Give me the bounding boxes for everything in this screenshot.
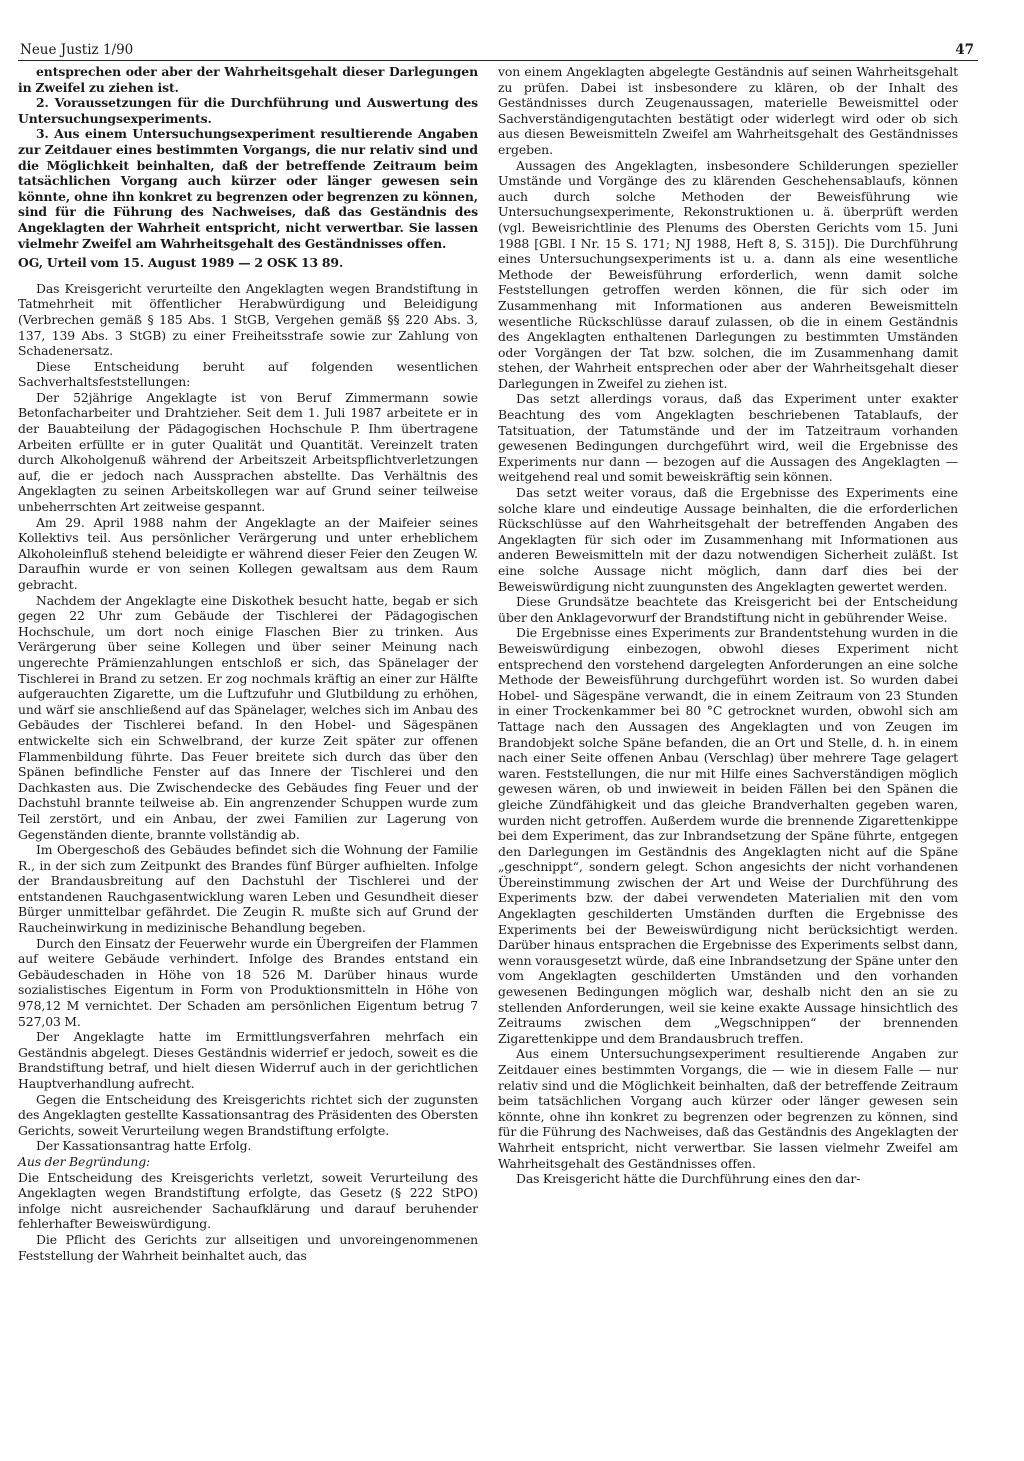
page-number: 47 bbox=[955, 42, 974, 58]
paragraph: Das Kreisgericht verurteilte den Angeklagten wegen Brandstiftung in Tatmehrheit mit öffentlicher Herabwürdigung und Beleidigung (Verbrechen gemäß § 185 Abs. 1 StGB, Vergehen gemäß §§ 220 Abs. 3, 137, 139 Abs. 3 StGB) zu einer Freiheitsstrafe sowie zur Zahlung von Schadenersatz. bbox=[18, 280, 478, 359]
paragraph: Im Obergeschoß des Gebäudes befindet sich die Wohnung der Familie R., in der sich zum Zeitpunkt des Brandes fünf Bürger aufhielten. Infolge der Brandausbreitung auf den Dachstuhl der Tischlerei und der entstandenen Rauchgasentwicklung waren Leben und Gesundheit dieser Bürger unmittelbar gefährdet. Die Zeugin R. mußte sich auf Grund der Raucheinwirkung in medizinische Behandlung begeben. bbox=[18, 842, 478, 936]
headnote-2: 2. Voraussetzungen für die Durchführung und Auswertung des Untersuchungsexperiments. bbox=[18, 95, 478, 126]
paragraph: Das setzt weiter voraus, daß die Ergebnisse des Experiments eine solche klare und eindeutige Aussage beinhalten, die die erforderlichen Rückschlüsse auf den Wahrheitsgehalt der betreffenden Angaben des Angeklagten für sich oder im Zusammenhang mit Informationen aus anderen Beweismitteln mit der dazu notwendigen Sicherheit zuläßt. Ist eine solche Aussage nicht möglich, dann darf dies bei der Beweiswürdigung nicht zuungunsten des Angeklagten gewertet werden. bbox=[498, 485, 958, 594]
publication-title: Neue Justiz 1/90 bbox=[20, 42, 134, 58]
paragraph: Diese Grundsätze beachtete das Kreisgericht bei der Entscheidung über den Anklagevorwurf der Brandstiftung nicht in gebührender Weise. bbox=[498, 594, 958, 625]
header-rule bbox=[18, 60, 978, 61]
paragraph: Diese Entscheidung beruht auf folgenden wesentlichen Sachverhaltsfeststellungen: bbox=[18, 358, 478, 390]
left-column bbox=[18, 64, 478, 1263]
paragraph: Aussagen des Angeklagten, insbesondere Schilderungen spezieller Umstände und Vorgänge des zu klärenden Geschehensablaufs, können auch durch solche Methoden der Beweisführung wie Untersuchungsexperimente, Rekonstruktionen u. ä. überprüft werden (vgl. Beweisrichtlinie des Plenums des Obersten Gerichts vom 15. Juni 1988 [GBl. I Nr. 15 S. 171; NJ 1988, Heft 8, S. 315]). Die Durchführung eines Untersuchungsexperiments ist u. a. dann als eine wesentliche Methode der Beweisführung erforderlich, wenn damit solche Feststellungen getroffen werden können, die für sich oder im Zusammenhang mit Informationen aus anderen Beweismitteln wesentliche Rückschlüsse darauf zulassen, ob die in einem Geständnis des Angeklagten enthaltenen Darlegungen zu bestimmten Umständen oder Vorgängen der Tat bzw. solchen, die im Zusammenhang damit stehen, der Wahrheit entsprechen oder aber der Wahrheitsgehalt dieser Darlegungen in Zweifel zu ziehen ist. bbox=[498, 157, 958, 391]
paragraph: Der 52jährige Angeklagte ist von Beruf Zimmermann sowie Betonfacharbeiter und Drahtzieher. Seit dem 1. Juli 1987 arbeitete er in der Bauabteilung der Pädagogischen Hochschule P. Ihm übertragene Arbeiten erfüllte er in guter Qualität und Quantität. Vereinzelt traten durch Alkoholgenuß während der Arbeitszeit Arbeitspflichtverletzungen auf, die er jedoch nach Aussprachen abstellte. Das Verhältnis des Angeklagten zu seinen Arbeitskollegen war auf Grund seiner teilweise unbeherrschten Art zeitweise gespannt. bbox=[18, 389, 478, 515]
paragraph: Am 29. April 1988 nahm der Angeklagte an der Maifeier seines Kollektivs teil. Aus persönlicher Verärgerung und unter erheblichem Alkoholeinfluß stehend beleidigte er während dieser Feier den Zeugen W. Daraufhin wurde er von seinen Kollegen gewaltsam aus dem Raum gebracht. bbox=[18, 514, 478, 592]
headnote-1: entsprechen oder aber der Wahrheitsgehalt dieser Darlegungen in Zweifel zu ziehen ist. bbox=[18, 64, 478, 95]
paragraph: Durch den Einsatz der Feuerwehr wurde ein Übergreifen der Flammen auf weitere Gebäude verhindert. Infolge des Brandes entstand ein Gebäudeschaden in Höhe von 18 526 M. Darüber hinaus wurde sozialistisches Eigentum in Form von Produktionsmitteln in Höhe von 978,12 M vernichtet. Der Schaden am persönlichen Eigentum betrug 7 527,03 M. bbox=[18, 935, 478, 1029]
paragraph: Die Ergebnisse eines Experiments zur Brandentstehung wurden in die Beweiswürdigung einbezogen, obwohl dieses Experiment nicht entsprechend den vorstehend dargelegten Anforderungen an eine solche Methode der Beweisführung durchgeführt worden ist. So wurden dabei Hobel- und Sägespäne verwandt, die in einem Zeitraum von 23 Stunden in einer Trockenkammer bei 80 °C getrocknet wurden, obwohl sich am Tattage nach den Aussagen des Angeklagten und von Zeugen im Brandobjekt solche Späne befanden, die an Ort und Stelle, d. h. in einem nach einer Seite offenen Anbau (Verschlag) über mehrere Tage gelagert waren. Feststellungen, die nur mit Hilfe eines Sachverständigen möglich gewesen wären, ob und inwieweit in beiden Fällen bei den Spänen die gleiche Zündfähigkeit und das gleiche Brandverhalten gegeben waren, wurden nicht getroffen. Außerdem wurde die brennende Zigarettenkippe bei dem Experiment, das zur Inbrandsetzung der Späne führte, entgegen den Darlegungen im Geständnis des Angeklagten nicht auf die Späne „geschnippt“, sondern gelegt. Schon angesichts der nicht vorhandenen Übereinstimmung zwischen der Art und Weise der Durchführung des Experiments bzw. der dabei verwendeten Materialien mit den vom Angeklagten geschilderten Umständen durften die Ergebnisse des Experiments bei der Beweiswürdigung nicht berücksichtigt werden. Darüber hinaus entsprachen die Ergebnisse des Experiments selbst dann, wenn vorausgesetzt würde, daß eine Inbrandsetzung der Späne unter den vom Angeklagten geschilderten Umständen und den vorhanden gewesenen Bedingungen möglich war, deshalb nicht den an sie zu stellenden Anforderungen, weil sie keine exakte Aussage hinsichtlich des Zeitraums zwischen dem „Wegschnippen“ der brennenden Zigarettenkippe und dem Brandausbruch treffen. bbox=[498, 625, 958, 1046]
paragraph: Das Kreisgericht hätte die Durchführung eines den dar- bbox=[516, 1171, 861, 1187]
paragraph: Der Kassationsantrag hatte Erfolg. bbox=[36, 1138, 252, 1154]
paragraph: von einem Angeklagten abgelegte Geständnis auf seinen Wahrheitsgehalt zu prüfen. Dabei ist insbesondere zu klären, ob der Inhalt des Geständnisses durch Zeugenaussagen, materielle Beweismittel oder Sachverständigengutachten bestätigt oder widerlegt wird oder ob sich aus diesen Beweismitteln Zweifel am Wahrheitsgehalt des Geständnisses ergeben. bbox=[498, 64, 958, 157]
paragraph: Gegen die Entscheidung des Kreisgerichts richtet sich der zugunsten des Angeklagten gestellte Kassationsantrag des Präsidenten des Obersten Gerichts, soweit Verurteilung wegen Brandstiftung erfolgte. bbox=[18, 1091, 478, 1138]
headnote-3: 3. Aus einem Untersuchungsexperiment resultierende Angaben zur Zeitdauer eines bestimmten Vorgangs, die nur relativ sind und die Möglichkeit beinhalten, daß der betreffende Zeitraum beim tatsächlichen Vorgang auch kürzer oder länger gewesen sein könnte, ohne ihn konkret zu begrenzen oder begrenzen zu können, sind für die Führung des Nachweises, daß das Geständnis des Angeklagten der Wahrheit entspricht, nicht verwertbar. Sie lassen vielmehr Zweifel am Wahrheitsgehalt des Geständnisses offen. bbox=[18, 126, 478, 251]
paragraph: Die Pflicht des Gerichts zur allseitigen und unvoreingenommenen Feststellung der Wahrheit beinhaltet auch, das bbox=[18, 1231, 478, 1263]
paragraph: Die Entscheidung des Kreisgerichts verletzt, soweit Verurteilung des Angeklagten wegen Brandstiftung erfolgte, das Gesetz (§ 222 StPO) infolge nicht ausreichender Sachaufklärung und darauf beruhender fehlerhafter Beweiswürdigung. bbox=[18, 1169, 478, 1232]
right-column bbox=[498, 64, 958, 1187]
paragraph: Aus einem Untersuchungsexperiment resultierende Angaben zur Zeitdauer eines bestimmten Vorgangs, die — wie in diesem Falle — nur relativ sind und die Möglichkeit beinhalten, daß der betreffende Zeitraum beim tatsächlichen Vorgang auch kürzer oder länger gewesen sein könnte, ohne ihn konkret zu begrenzen oder begrenzen zu können, sind für die Führung des Nachweises, daß das Geständnis des Angeklagten der Wahrheit entspricht, nicht verwertbar. Sie lassen vielmehr Zweifel am Wahrheitsgehalt des Geständnisses offen. bbox=[498, 1046, 958, 1171]
court-reference: OG, Urteil vom 15. August 1989 — 2 OSK 13 89. bbox=[18, 255, 344, 271]
section-subheading: Aus der Begründung: bbox=[18, 1153, 151, 1169]
paragraph: Das setzt allerdings voraus, daß das Experiment unter exakter Beachtung des vom Angeklagten beschriebenen Tatablaufs, der Tatsituation, der Tatumstände und der im Tatzeitraum vorhanden gewesenen Bedingungen durchgeführt wird, weil die Ergebnisse des Experiments nur dann — bezogen auf die Aussagen des Angeklagten — weitgehend real und somit beweiskräftig sein können. bbox=[498, 391, 958, 485]
paragraph: Der Angeklagte hatte im Ermittlungsverfahren mehrfach ein Geständnis abgelegt. Dieses Geständnis widerrief er jedoch, soweit es die Brandstiftung betraf, und hielt diesen Widerruf auch in der gerichtlichen Hauptverhandlung aufrecht. bbox=[18, 1029, 478, 1091]
page-header bbox=[20, 42, 974, 62]
paragraph: Nachdem der Angeklagte eine Diskothek besucht hatte, begab er sich gegen 22 Uhr zum Gebäude der Tischlerei der Pädagogischen Hochschule, um dort noch einige Flaschen Bier zu trinken. Aus Verärgerung über seine Kollegen und über seiner Meinung nach ungerechte Prämienzahlungen entschloß er sich, das Spänelager der Tischlerei in Brand zu setzen. Er zog nochmals kräftig an einer zur Hälfte aufgerauchten Zigarette, um die Luftzufuhr und Glutbildung zu erhöhen, und wärf sie anschließend auf das Spänelager, welches sich im Anbau des Gebäudes der Tischlerei befand. In den Hobel- und Sägespänen entwickelte sich ein Schwelbrand, der kurze Zeit später zur offenen Flammenbildung führte. Das Feuer breitete sich durch das über den Spänen befindliche Fenster auf das Innere der Tischlerei und den Dachkasten aus. Die Zwischendecke des Gebäudes fing Feuer und der Dachstuhl brannte teilweise ab. Ein angrenzender Schuppen wurde zum Teil zerstört, und ein Anbau, der zwei Familien zur Lagerung von Gegenständen diente, brannte vollständig ab. bbox=[18, 592, 478, 842]
